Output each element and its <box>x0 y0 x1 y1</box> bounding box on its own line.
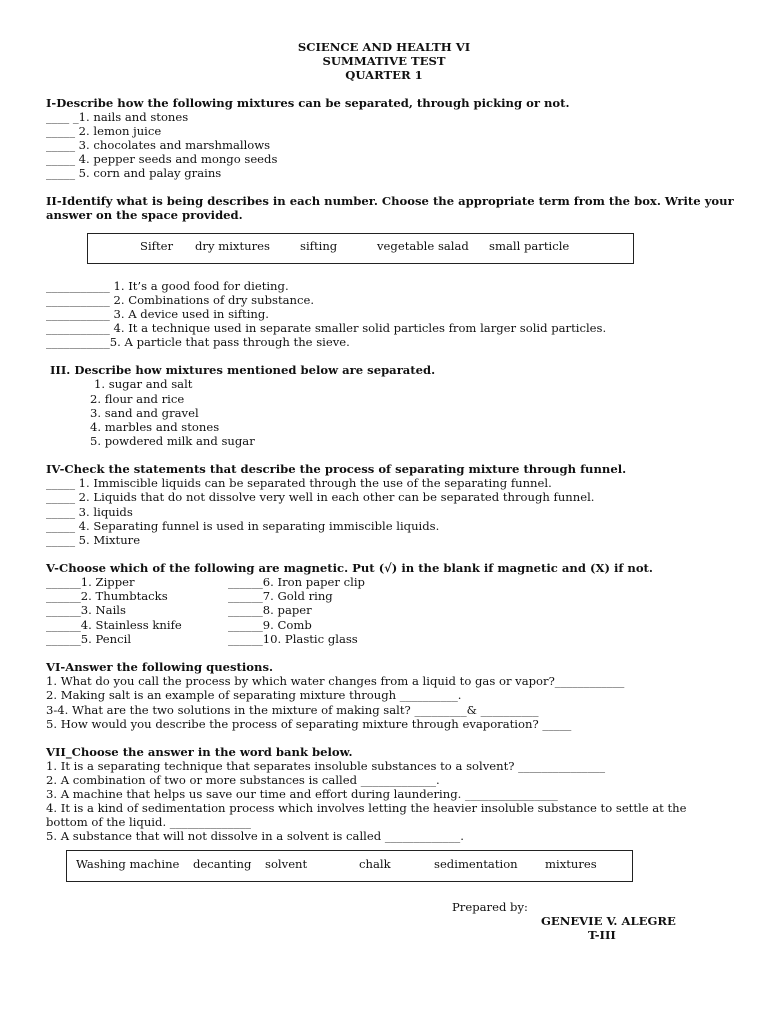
section2-title: II-Identify what is being describes in each number. Choose the appropriate term from the box. Write your <box>46 194 734 208</box>
section6-title: VI-Answer the following questions. <box>46 660 274 674</box>
section6-item: 1. What do you call the process by which water changes from a liquid to gas or vapor?____________ <box>46 674 625 688</box>
section2-term-box <box>87 233 634 264</box>
section3-title: III. Describe how mixtures mentioned below are separated. <box>50 363 436 377</box>
term-box-item: vegetable salad <box>377 239 469 253</box>
section4-item: _____ 5. Mixture <box>46 533 141 547</box>
section2-item: ___________ 2. Combinations of dry substance. <box>46 293 315 307</box>
section2-item: ___________ 1. It’s a good food for dieting. <box>46 279 289 293</box>
section5-left-item: ______1. Zipper <box>46 575 135 589</box>
section2-item: ___________5. A particle that pass through the sieve. <box>46 335 350 349</box>
term-box-item: dry mixtures <box>195 239 270 253</box>
section7-item: 4. It is a kind of sedimentation process which involves letting the heavier insoluble substance to settle at the <box>46 801 687 815</box>
section6-item: 5. How would you describe the process of separating mixture through evaporation? _____ <box>46 717 572 731</box>
word-bank-item: solvent <box>265 857 308 871</box>
section7-item: 5. A substance that will not dissolve in a solvent is called _____________. <box>46 829 464 843</box>
section7-item: 2. A combination of two or more substances is called _____________. <box>46 773 440 787</box>
section5-title: V-Choose which of the following are magnetic. Put (√) in the blank if magnetic and (X) if not. <box>46 561 653 575</box>
section5-left-item: ______3. Nails <box>46 603 126 617</box>
section3-item: 2. flour and rice <box>90 392 185 406</box>
section5-left-item: ______2. Thumbtacks <box>46 589 168 603</box>
section1-item: _____ 4. pepper seeds and mongo seeds <box>46 152 278 166</box>
section4-title: IV-Check the statements that describe the process of separating mixture through funnel. <box>46 462 627 476</box>
section3-item: 3. sand and gravel <box>90 406 199 420</box>
section5-left-item: ______5. Pencil <box>46 632 132 646</box>
section1-item: _____ 3. chocolates and marshmallows <box>46 138 271 152</box>
section4-item: _____ 1. Immiscible liquids can be separated through the use of the separating funnel. <box>46 476 552 490</box>
section5-right-item: ______10. Plastic glass <box>228 632 358 646</box>
section5-right-item: ______8. paper <box>228 603 312 617</box>
section1-item: _____ 2. lemon juice <box>46 124 162 138</box>
term-box-item: sifting <box>300 239 338 253</box>
section2-title-cont: answer on the space provided. <box>46 208 243 222</box>
doc-title: SCIENCE AND HEALTH VI <box>297 40 471 54</box>
section5-left-item: ______4. Stainless knife <box>46 618 182 632</box>
section7-item: 1. It is a separating technique that separates insoluble substances to a solvent? _______________ <box>46 759 606 773</box>
section7-item: 3. A machine that helps us save our time and effort during laundering. ________________ <box>46 787 558 801</box>
section1-item: ____ _1. nails and stones <box>46 110 189 124</box>
section2-item: ___________ 3. A device used in sifting. <box>46 307 269 321</box>
section4-item: _____ 4. Separating funnel is used in separating immiscible liquids. <box>46 519 440 533</box>
preparer-name: GENEVIE V. ALEGRE <box>541 914 676 928</box>
word-bank-item: sedimentation <box>434 857 518 871</box>
section3-item: 5. powdered milk and sugar <box>90 434 255 448</box>
section4-item: _____ 3. liquids <box>46 505 133 519</box>
prepared-by-label: Prepared by: <box>452 900 528 914</box>
section1-item: _____ 5. corn and palay grains <box>46 166 222 180</box>
section1-title: I-Describe how the following mixtures can be separated, through picking or not. <box>46 96 570 110</box>
section7-word-bank-box <box>66 850 633 882</box>
term-box-item: Sifter <box>140 239 174 253</box>
word-bank-item: chalk <box>359 857 391 871</box>
word-bank-item: mixtures <box>545 857 597 871</box>
section2-item: ___________ 4. It a technique used in separate smaller solid particles from larger solid particles. <box>46 321 607 335</box>
doc-subtitle: SUMMATIVE TEST <box>322 54 446 68</box>
preparer-position: T-III <box>588 928 616 942</box>
section7-title: VII_Choose the answer in the word bank below. <box>46 745 353 759</box>
section5-right-item: ______9. Comb <box>228 618 312 632</box>
section5-right-item: ______7. Gold ring <box>228 589 333 603</box>
section5-right-item: ______6. Iron paper clip <box>228 575 365 589</box>
doc-quarter: QUARTER 1 <box>345 68 423 82</box>
term-box-item: small particle <box>489 239 570 253</box>
section3-item: 1. sugar and salt <box>94 377 193 391</box>
section6-item: 3-4. What are the two solutions in the mixture of making salt? _________& __________ <box>46 703 539 717</box>
word-bank-item: decanting <box>193 857 252 871</box>
section7-item: bottom of the liquid. ______________ <box>46 815 251 829</box>
section4-item: _____ 2. Liquids that do not dissolve very well in each other can be separated through funnel. <box>46 490 595 504</box>
section3-item: 4. marbles and stones <box>90 420 220 434</box>
word-bank-item: Washing machine <box>76 857 180 871</box>
section6-item: 2. Making salt is an example of separating mixture through __________. <box>46 688 462 702</box>
